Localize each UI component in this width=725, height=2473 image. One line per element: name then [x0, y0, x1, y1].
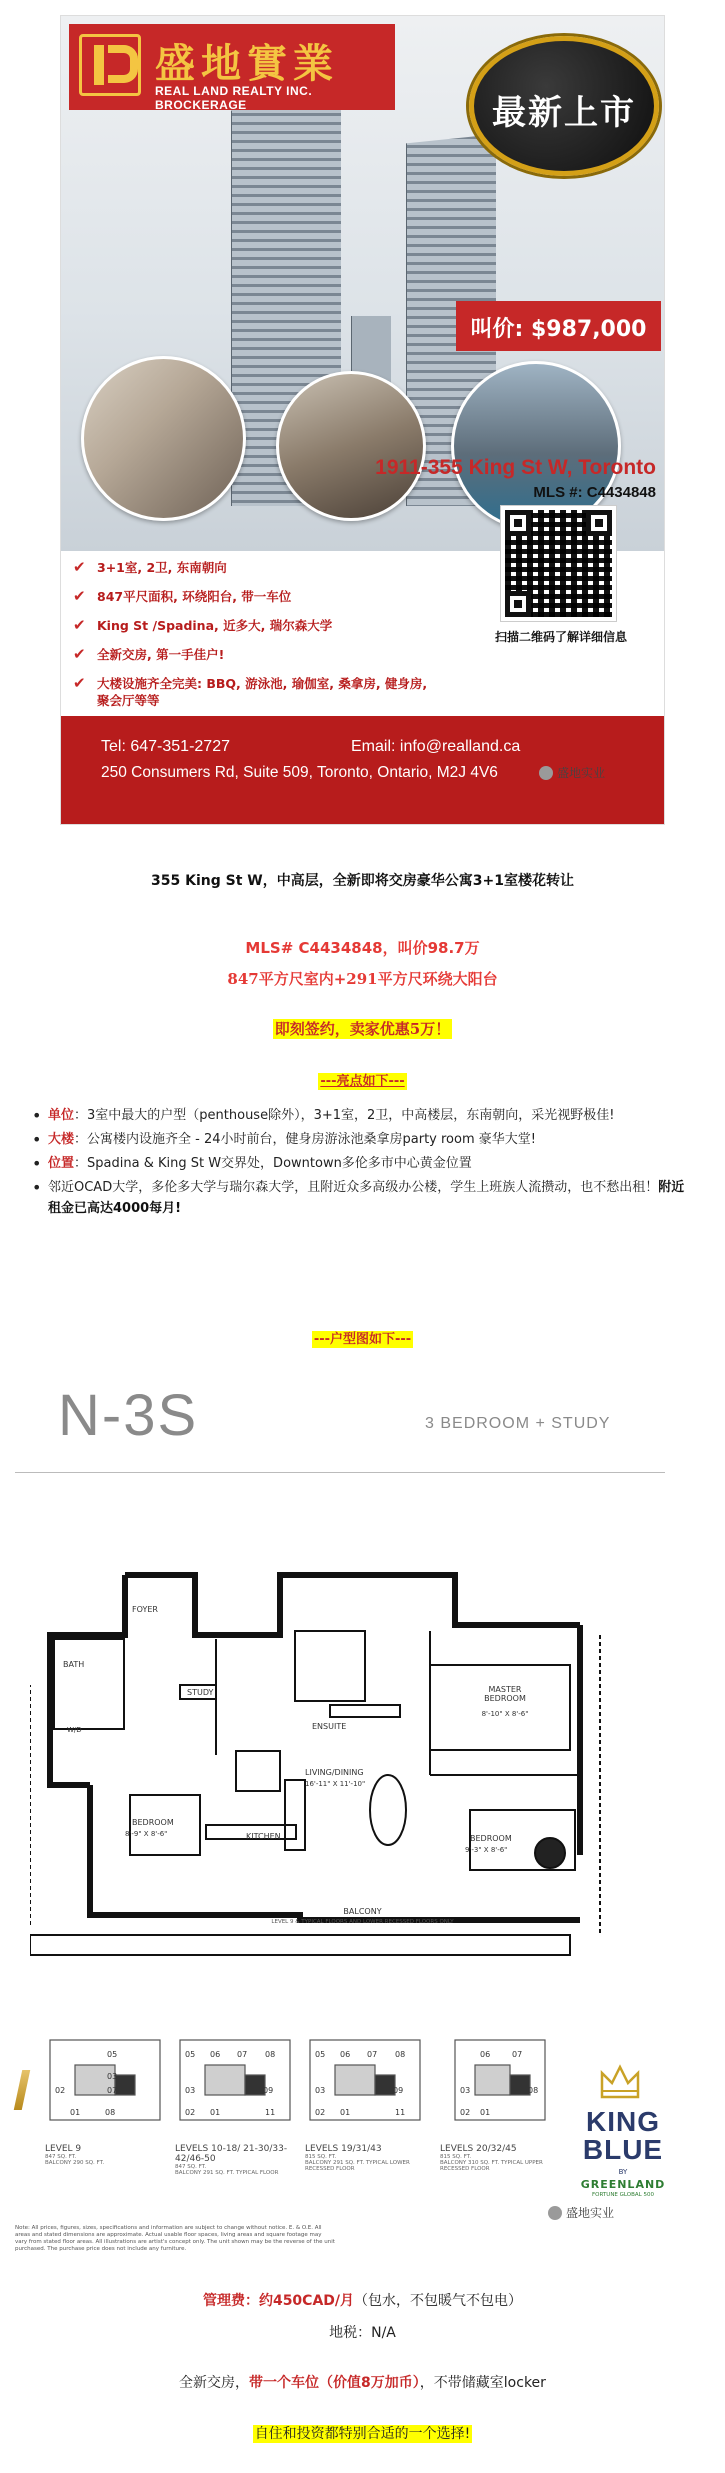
room-label-study: STUDY — [187, 1688, 214, 1697]
company-name-cn: 盛地實業 — [155, 40, 339, 87]
svg-text:01: 01 — [210, 2108, 221, 2117]
area-line: 847平方尺室内+291平方尺环绕大阳台 — [227, 970, 498, 988]
closing-text: 自住和投资都特别合适的一个选择! — [254, 2426, 471, 2442]
article-heading: 355 King St W，中高层，全新即将交房豪华公寓3+1室楼花转让 — [151, 873, 574, 889]
svg-text:07: 07 — [107, 2086, 118, 2095]
room-label-foyer: FOYER — [132, 1605, 158, 1614]
room-label-bedroom-right: BEDROOM — [470, 1834, 512, 1843]
svg-text:07: 07 — [367, 2050, 378, 2059]
listing-address: 1911-355 King St W, Toronto — [375, 456, 656, 479]
promo-line — [0, 1018, 725, 1039]
brand-by: BY — [618, 2168, 628, 2176]
key-plan-drawing — [305, 2035, 425, 2130]
company-logo-mark — [79, 34, 141, 96]
room-label-bedroom-left: BEDROOM — [132, 1818, 174, 1827]
feature-item: ✔ 847平尺面积, 环绕阳台, 带一车位 — [73, 587, 292, 605]
svg-text:07: 07 — [237, 2050, 248, 2059]
svg-text:01: 01 — [340, 2108, 351, 2117]
svg-text:06: 06 — [340, 2050, 351, 2059]
mls-price-line: MLS# C4434848，叫价98.7万 — [245, 939, 480, 957]
management-fee-line: 管理费：约450CAD/月（包水，不包暖气不包电） — [202, 2293, 523, 2309]
new-listing-badge-label: 最新上市 — [492, 93, 636, 133]
svg-text:05: 05 — [107, 2050, 118, 2059]
key-plan-drawing — [175, 2035, 295, 2130]
highlights-title — [0, 1070, 725, 1089]
svg-text:08: 08 — [105, 2108, 116, 2117]
room-dim-bedroom-left: 8'-9" X 8'-6" — [125, 1830, 168, 1838]
wechat-icon — [548, 2206, 562, 2220]
key-plan: 05 06 07 08 03 09 02 01 11 LEVELS 10-18/ 21-30/33-42/46-50 847 SQ. FT. BALCONY 291 SQ. FT. TYPICAL FLOOR — [175, 2035, 295, 2176]
promo-text: 即刻签约，卖家优惠5万！ — [274, 1020, 451, 1038]
brand-logo: KING BLUE — [582, 2106, 664, 2165]
list-item: • 大楼：公寓楼内设施齐全 - 24小时前台，健身房游泳池桑拿房party room 豪华大堂! — [30, 1129, 695, 1150]
key-plan: 05 03 07 08 02 01 LEVEL 9 847 SQ. FT. BALCONY 290 SQ. FT. — [45, 2035, 165, 2166]
feature-list — [71, 559, 441, 721]
key-plan: 05 06 07 08 03 09 02 01 11 LEVELS 19/31/43 815 SQ. FT. BALCONY 291 SQ. FT. TYPICAL LOWER RECESSED FLOOR — [305, 2035, 430, 2172]
svg-text:11: 11 — [395, 2108, 406, 2117]
new-listing-badge — [469, 36, 659, 176]
listing-flyer-image — [60, 15, 665, 825]
room-label-wd: W/D — [67, 1726, 82, 1734]
closing-line — [0, 2423, 725, 2443]
key-plan: 06 07 03 08 02 01 LEVELS 20/32/45 815 SQ. FT. BALCONY 310 SQ. FT. TYPICAL UPPER RECESSED FLOOR — [440, 2035, 565, 2172]
wechat-icon — [539, 766, 553, 780]
svg-text:02: 02 — [55, 2086, 66, 2095]
floorplan-title-text: ---户型图如下--- — [313, 1332, 412, 1347]
listing-mls: MLS #: C4434848 — [533, 484, 656, 501]
svg-text:05: 05 — [185, 2050, 196, 2059]
developer-tagline: FORTUNE GLOBAL 500 — [592, 2192, 654, 2198]
qr-finder-icon — [505, 510, 531, 536]
flyer-watermark: 盛地实业 — [539, 764, 605, 781]
balcony-note: LEVEL 9 & TYPICAL FLOORS AND LOWER RECESSED FLOORS ONLY — [271, 1919, 454, 1925]
svg-text:06: 06 — [210, 2050, 221, 2059]
key-plan-drawing — [440, 2035, 560, 2130]
svg-text:03: 03 — [460, 2086, 471, 2095]
list-item: • 单位：3室中最大的户型（penthouse除外），3+1室，2卫，中高楼层，东南朝向，采光视野极佳! — [30, 1105, 695, 1126]
price-label: 叫价: $987,000 — [470, 317, 647, 342]
contact-phone[interactable]: Tel: 647-351-2727 — [101, 738, 230, 755]
svg-text:08: 08 — [265, 2050, 276, 2059]
price-box — [456, 301, 661, 351]
company-logo — [69, 24, 395, 110]
list-item: • 邻近OCAD大学，多伦多大学与瑞尔森大学，且附近众多高级办公楼，学生上班族人流攒动，也不愁出租！附近租金已高达4000每月! — [30, 1177, 695, 1219]
svg-text:02: 02 — [315, 2108, 326, 2117]
parking-line: 全新交房，带一个车位（价值8万加币），不带储藏室locker — [179, 2375, 546, 2391]
room-label-living: LIVING/DINING — [305, 1768, 364, 1777]
floorplan-image — [0, 1370, 725, 2290]
room-label-kitchen: KITCHEN — [246, 1832, 281, 1841]
suite-type: 3 BEDROOM + STUDY — [425, 1415, 611, 1432]
svg-text:08: 08 — [395, 2050, 406, 2059]
svg-text:08: 08 — [528, 2086, 539, 2095]
crown-icon — [598, 2063, 642, 2101]
highlights-title-text: ---亮点如下--- — [320, 1074, 405, 1089]
office-address: 250 Consumers Rd, Suite 509, Toronto, Ontario, M2J 4V6 — [101, 764, 498, 781]
svg-text:05: 05 — [315, 2050, 326, 2059]
floorplan-watermark: 盛地实业 — [548, 2204, 614, 2221]
highlights-list — [30, 1105, 695, 1222]
property-tax-line: 地税：N/A — [329, 2325, 396, 2341]
gold-accent — [14, 2070, 31, 2110]
room-dim-bedroom-right: 9'-3" X 8'-6" — [465, 1846, 508, 1854]
feature-item: ✔ 3+1室, 2卫, 东南朝向 — [73, 558, 227, 576]
room-dim-living: 16'-11" X 11'-10" — [305, 1780, 366, 1788]
svg-text:07: 07 — [512, 2050, 523, 2059]
svg-text:09: 09 — [263, 2086, 274, 2095]
svg-text:03: 03 — [107, 2072, 118, 2081]
svg-text:11: 11 — [265, 2108, 276, 2117]
svg-text:01: 01 — [70, 2108, 81, 2117]
check-icon: ✔ — [73, 616, 86, 634]
check-icon: ✔ — [73, 587, 86, 605]
svg-text:01: 01 — [480, 2108, 491, 2117]
svg-text:03: 03 — [185, 2086, 196, 2095]
check-icon: ✔ — [73, 558, 86, 576]
key-plan-drawing — [45, 2035, 165, 2130]
room-dim-master: 8'-10" X 8'-6" — [481, 1710, 529, 1718]
svg-text:09: 09 — [393, 2086, 404, 2095]
contact-email[interactable]: Email: info@realland.ca — [351, 738, 521, 755]
svg-text:02: 02 — [460, 2108, 471, 2117]
check-icon: ✔ — [73, 645, 86, 663]
lobby-photo — [81, 356, 246, 521]
divider — [15, 1472, 665, 1473]
room-label-bath: BATH — [63, 1660, 85, 1669]
floorplan-title — [0, 1328, 725, 1347]
qr-caption: 扫描二维码了解详细信息 — [494, 630, 627, 644]
feature-item: ✔ 全新交房, 第一手佳户! — [73, 645, 225, 663]
svg-text:02: 02 — [185, 2108, 196, 2117]
svg-text:03: 03 — [315, 2086, 326, 2095]
room-label-master: MASTER BEDROOM — [484, 1685, 526, 1703]
check-icon: ✔ — [73, 674, 86, 692]
suite-model: N-3S — [58, 1383, 199, 1448]
developer-name: GREENLAND — [580, 2178, 666, 2191]
disclaimer: Note: All prices, figures, sizes, specifications and information are subject to change without notice. E. & O.E. All areas and stated dimensions are approximate. Actual usable floor spaces, living areas and square footage may vary from stated floor areas. All illustrations are artist's concept only. The unit shown may be the reverse of the unit purchased. The purchase price does not include any furniture. — [15, 2225, 335, 2252]
feature-item: ✔ 大楼设施齐全完美: BBQ, 游泳池, 瑜伽室, 桑拿房, 健身房, 聚会厅等等 — [73, 674, 428, 708]
svg-text:06: 06 — [480, 2050, 491, 2059]
list-item: • 位置：Spadina & King St W交界处，Downtown多伦多市中心黄金位置 — [30, 1153, 695, 1174]
company-name-en: REAL LAND REALTY INC. BROCKERAGE — [155, 84, 313, 112]
qr-finder-icon — [505, 591, 531, 617]
room-label-ensuite: ENSUITE — [312, 1722, 347, 1731]
qr-finder-icon — [586, 510, 612, 536]
room-label-balcony: BALCONY — [343, 1907, 382, 1916]
qr-code[interactable] — [501, 506, 616, 621]
feature-item: ✔ King St /Spadina, 近多大, 瑞尔森大学 — [73, 616, 333, 634]
